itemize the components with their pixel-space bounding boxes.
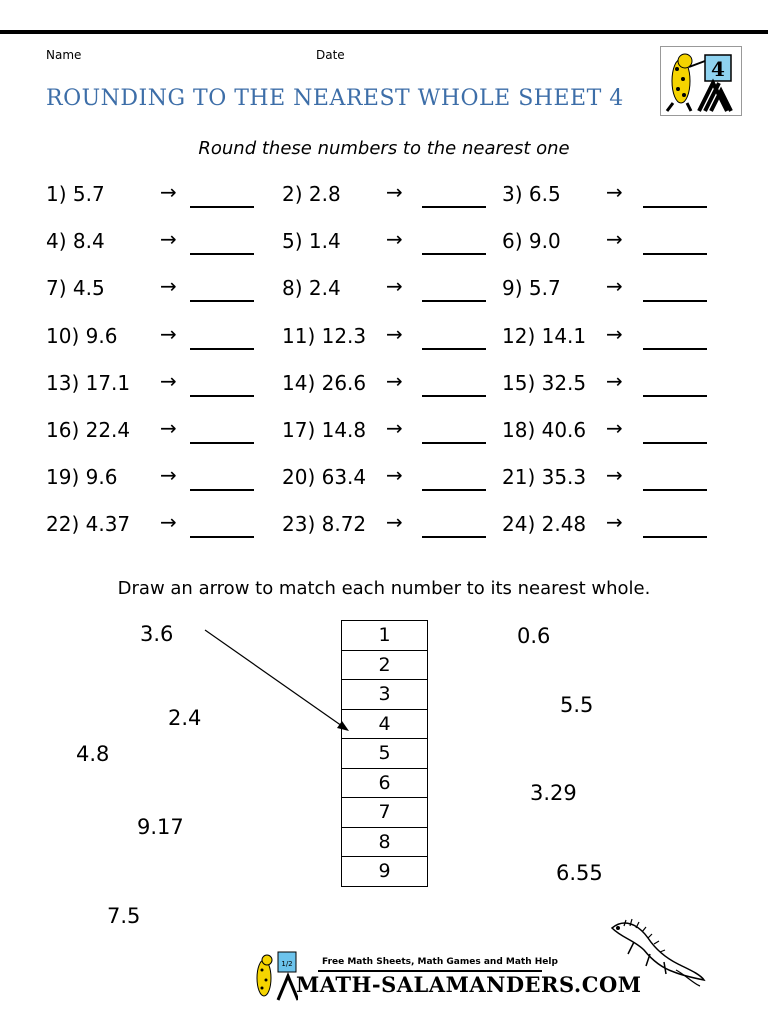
question-label: 14) 26.6 bbox=[282, 370, 367, 395]
right-number: 6.55 bbox=[556, 861, 603, 885]
right-arrow-icon: → bbox=[606, 368, 623, 393]
whole-number-cell: 7 bbox=[342, 798, 428, 828]
left-number: 4.8 bbox=[76, 742, 110, 766]
right-arrow-icon: → bbox=[606, 321, 623, 346]
right-arrow-icon: → bbox=[160, 321, 177, 346]
question-label: 15) 32.5 bbox=[502, 370, 587, 395]
right-arrow-icon: → bbox=[606, 227, 623, 252]
right-arrow-icon: → bbox=[386, 227, 403, 252]
question-label: 22) 4.37 bbox=[46, 512, 131, 537]
whole-number-cell: 1 bbox=[342, 621, 428, 651]
right-arrow-icon: → bbox=[160, 463, 177, 488]
question-label: 21) 35.3 bbox=[502, 465, 587, 490]
right-arrow-icon: → bbox=[160, 416, 177, 440]
right-arrow-icon: → bbox=[160, 180, 177, 204]
right-arrow-icon: → bbox=[386, 416, 403, 440]
question-label: 24) 2.48 bbox=[502, 512, 587, 537]
right-arrow-icon: → bbox=[160, 368, 177, 393]
page-title: ROUNDING TO THE NEAREST WHOLE SHEET 4 bbox=[46, 86, 624, 111]
question-label: 11) 12.3 bbox=[282, 323, 367, 348]
date-label: Date bbox=[316, 48, 345, 62]
right-arrow-icon: → bbox=[606, 274, 623, 299]
question-label: 19) 9.6 bbox=[46, 465, 118, 490]
name-label: Name bbox=[46, 48, 82, 62]
whole-number-cell: 4 bbox=[342, 709, 428, 739]
right-arrow-icon: → bbox=[606, 416, 623, 440]
left-number: 9.17 bbox=[137, 815, 184, 839]
right-number: 3.29 bbox=[530, 781, 577, 805]
footer-tagline: Free Math Sheets, Math Games and Math Help bbox=[322, 957, 558, 967]
logo-sheet-number: 4 bbox=[711, 57, 725, 81]
right-number: 5.5 bbox=[560, 693, 594, 717]
whole-number-cell: 5 bbox=[342, 739, 428, 769]
question-label: 4) 8.4 bbox=[46, 229, 105, 254]
question-label: 12) 14.1 bbox=[502, 323, 587, 348]
right-arrow-icon: → bbox=[606, 180, 623, 204]
whole-number-cell: 2 bbox=[342, 650, 428, 680]
footer-site-link[interactable]: MATH-SALAMANDERS.COM bbox=[296, 972, 642, 997]
question-label: 9) 5.7 bbox=[502, 276, 561, 301]
question-label: 20) 63.4 bbox=[282, 465, 367, 490]
right-arrow-icon: → bbox=[160, 510, 177, 535]
question-label: 8) 2.4 bbox=[282, 276, 341, 301]
left-number: 2.4 bbox=[168, 706, 202, 730]
right-arrow-icon: → bbox=[160, 227, 177, 252]
question-label: 2) 2.8 bbox=[282, 182, 341, 206]
right-arrow-icon: → bbox=[386, 463, 403, 488]
footer-logo bbox=[248, 950, 298, 1002]
question-label: 3) 6.5 bbox=[502, 182, 561, 206]
instruction-round: Round these numbers to the nearest one bbox=[198, 138, 570, 159]
question-label: 16) 22.4 bbox=[46, 418, 131, 442]
whole-number-cell: 8 bbox=[342, 827, 428, 857]
question-label: 13) 17.1 bbox=[46, 370, 131, 395]
question-label: 1) 5.7 bbox=[46, 182, 105, 206]
left-number: 3.6 bbox=[140, 622, 174, 646]
footer-salamander-icon bbox=[248, 950, 298, 1002]
right-arrow-icon: → bbox=[386, 180, 403, 204]
question-label: 5) 1.4 bbox=[282, 229, 341, 254]
right-arrow-icon: → bbox=[386, 368, 403, 393]
right-arrow-icon: → bbox=[606, 463, 623, 488]
whole-number-cell: 3 bbox=[342, 680, 428, 710]
right-arrow-icon: → bbox=[386, 274, 403, 299]
question-label: 18) 40.6 bbox=[502, 418, 587, 442]
right-arrow-icon: → bbox=[386, 321, 403, 346]
right-arrow-icon: → bbox=[386, 510, 403, 535]
question-label: 10) 9.6 bbox=[46, 323, 118, 348]
whole-number-cell: 9 bbox=[342, 857, 428, 887]
question-label: 23) 8.72 bbox=[282, 512, 367, 537]
right-arrow-icon: → bbox=[160, 274, 177, 299]
left-number: 7.5 bbox=[107, 904, 141, 928]
footer-logo-sheet-number: 1/2 bbox=[281, 960, 293, 968]
right-arrow-icon: → bbox=[606, 510, 623, 535]
whole-number-cell: 6 bbox=[342, 768, 428, 798]
question-label: 7) 4.5 bbox=[46, 276, 105, 301]
instruction-match: Draw an arrow to match each number to its nearest whole. bbox=[117, 578, 651, 599]
question-label: 17) 14.8 bbox=[282, 418, 367, 442]
question-label: 6) 9.0 bbox=[502, 229, 561, 254]
right-number: 0.6 bbox=[517, 624, 551, 648]
